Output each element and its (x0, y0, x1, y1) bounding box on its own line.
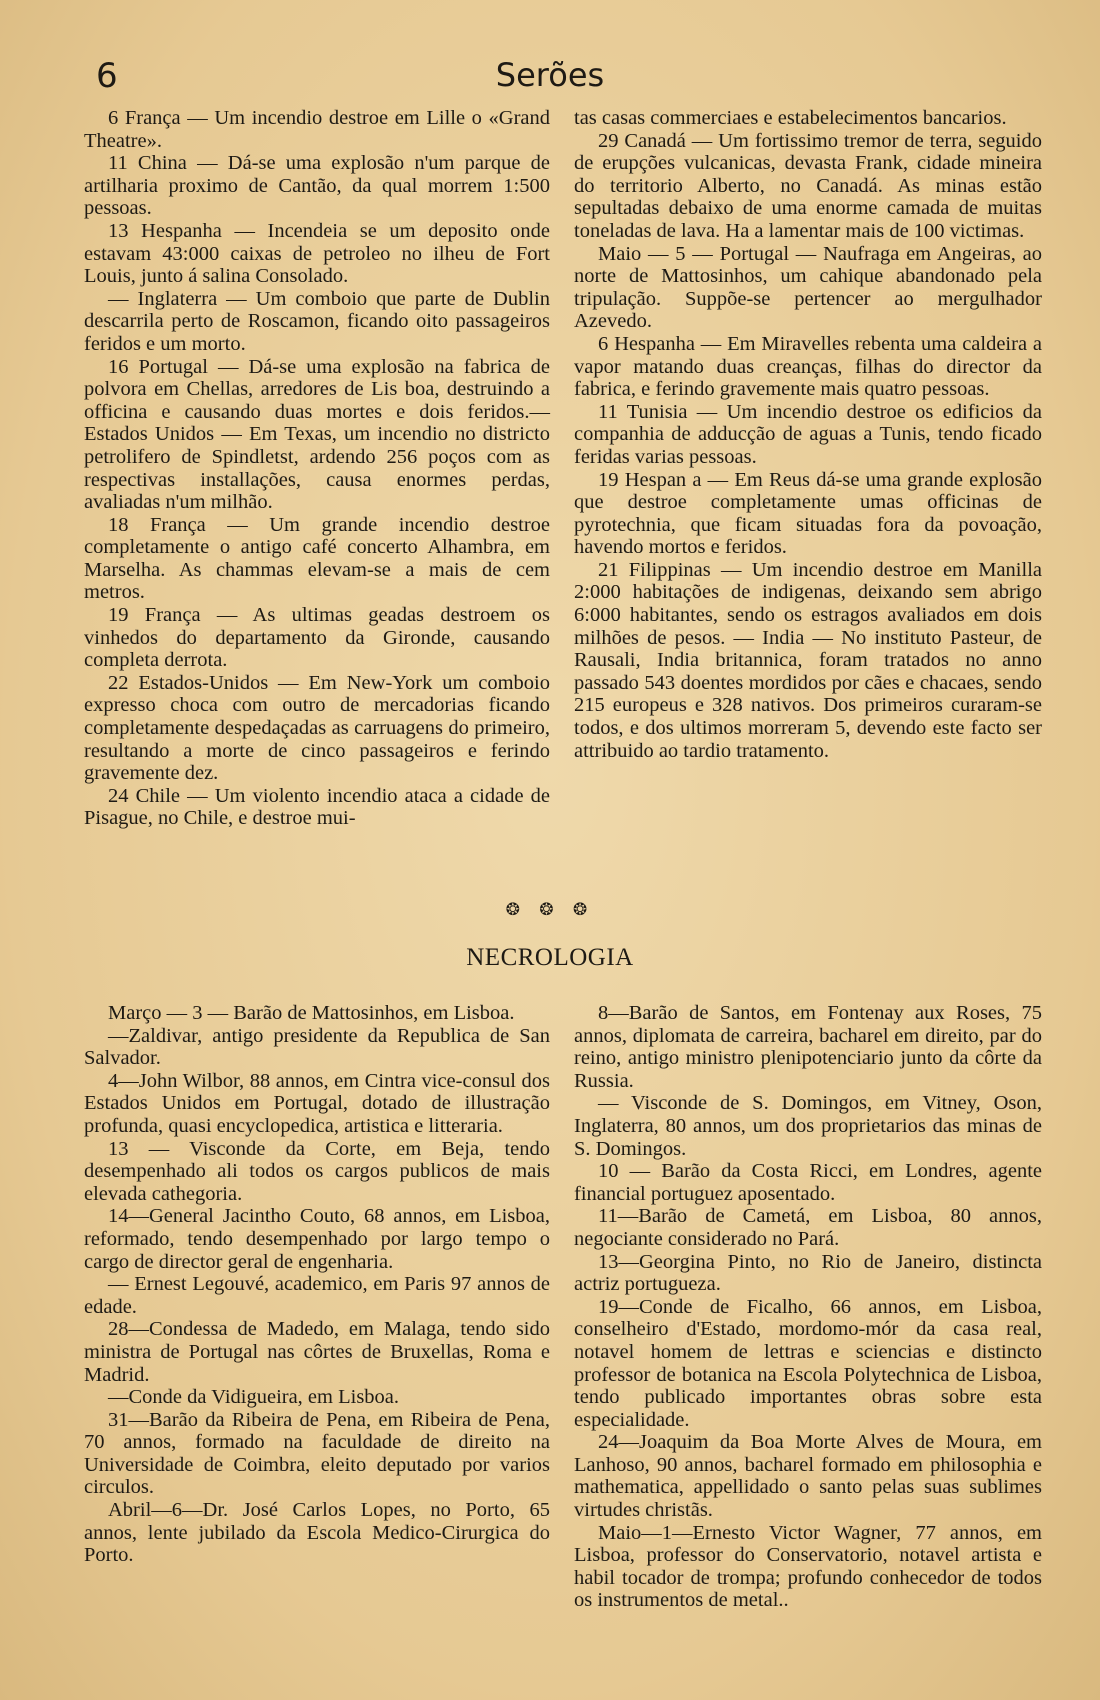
necrology-entry: 31—Barão da Ribeira de Pena, em Ribeira de Pena, 70 annos, formado na faculdade de direito na Universidade de Coimbra, eleito deputado por varios circulos. (84, 1408, 550, 1499)
necrology-entry: 19—Conde de Ficalho, 66 annos, em Lisboa, conselheiro d'Estado, mordomo-mór da casa real, notavel homem de lettras e sciencias e distincto professor de botanica na Escola Polytechnica de Lisboa, tendo publicado importantes obras sobre esta especialidade. (574, 1295, 1042, 1431)
event-entry: 24 Chile — Um violento incendio ataca a cidade de Pisague, no Chile, e destroe mui- (84, 784, 550, 830)
necrology-column-right (574, 1002, 1042, 1612)
necrology-entry: Maio—1—Ernesto Victor Wagner, 77 annos, em Lisboa, professor do Conservatorio, notavel artista e habil tocador de trompa; profundo conhecedor de todos os instrumentos de metal.. (574, 1521, 1042, 1612)
event-entry: 6 Hespanha — Em Miravelles rebenta uma caldeira a vapor matando duas creanças, filhas do director da fabrica, e ferindo gravemente mais quatro pessoas. (574, 332, 1042, 401)
page-number: 6 (96, 56, 118, 96)
event-entry: 13 Hespanha — Incendeia se um deposito onde estavam 43:000 caixas de petroleo no ilheu de Fort Louis, junto á salina Consolado. (84, 219, 550, 288)
running-title: Serões (495, 56, 605, 94)
event-entry: — Inglaterra — Um comboio que parte de Dublin descarrila perto de Roscamon, ficando oito passageiros feridos e um morto. (84, 287, 550, 355)
events-column-left (84, 107, 550, 830)
event-entry: 21 Filippinas — Um incendio destroe em Manilla 2:000 habitações de indigenas, deixando sem abrigo 6:000 habitantes, sendo os estragos avaliados em dois milhões de pesos. — India — No instituto Pasteur, de Rausali, India britannica, foram tratados no anno passado 543 doentes mordidos por cães e chacaes, sendo 215 europeus e 328 nativos. Dos primeiros curaram-se todos, e dos ultimos morreram 5, devendo este facto ser attribuido ao tardio tratamento. (574, 558, 1042, 762)
necrology-entry: 8—Barão de Santos, em Fontenay aux Roses, 75 annos, diplomata de carreira, bacharel em direito, par do reino, antigo ministro plenipotenciario junto da côrte da Russia. (574, 1002, 1042, 1092)
necrology-column-left (84, 1002, 550, 1567)
necrology-entry: 24—Joaquim da Boa Morte Alves de Moura, em Lanhoso, 90 annos, bacharel formado em philosophia e mathematica, appellidado o santo pelas suas sublimes virtudes christãs. (574, 1431, 1042, 1522)
event-entry: 22 Estados-Unidos — Em New-York um comboio expresso choca com outro de mercadorias ficando completamente despedaçadas as carruagens do primeiro, resultando a morte de cinco passageiros e ferindo gravemente dez. (84, 671, 550, 785)
section-ornament: ❂ ❂ ❂ (505, 900, 595, 920)
necrology-entry: — Visconde de S. Domingos, em Vitney, Oson, Inglaterra, 80 annos, um dos proprietarios das minas de S. Domingos. (574, 1092, 1042, 1160)
event-entry: 29 Canadá — Um fortissimo tremor de terra, seguido de erupções vulcanicas, devasta Frank, cidade mineira do territorio Alberto, no Canadá. As minas estão sepultadas debaixo de uma enorme camada de muitas toneladas de lava. Ha a lamentar mais de 100 victimas. (574, 129, 1042, 242)
event-entry: 11 Tunisia — Um incendio destroe os edificios da companhia de adducção de aguas a Tunis, tendo ficado feridas varias pessoas. (574, 400, 1042, 468)
necrology-entry: 28—Condessa de Madedo, em Malaga, tendo sido ministra de Portugal nas côrtes de Bruxellas, Roma e Madrid. (84, 1318, 550, 1386)
necrology-entry: 11—Barão de Cametá, em Lisboa, 80 annos, negociante considerado no Pará. (574, 1205, 1042, 1250)
event-entry: Maio — 5 — Portugal — Naufraga em Angeiras, ao norte de Mattosinhos, um cahique abandonado pela tripulação. Suppõe-se pertencer ao mergulhador Azevedo. (574, 242, 1042, 333)
necrology-entry: 13 — Visconde da Corte, em Beja, tendo desempenhado ali todos os cargos publicos de mais elevada cathegoria. (84, 1137, 550, 1205)
event-entry: 11 China — Dá-se uma explosão n'um parque de artilharia proximo de Cantão, da qual morrem 1:500 pessoas. (84, 152, 550, 220)
necrology-entry: 10 — Barão da Costa Ricci, em Londres, agente financial portuguez aposentado. (574, 1160, 1042, 1205)
necrology-entry: 4—John Wilbor, 88 annos, em Cintra vice-consul dos Estados Unidos em Portugal, dotado de illustração profunda, quasi encyclopedica, artistica e litteraria. (84, 1069, 550, 1137)
necrology-entry: —Conde da Vidigueira, em Lisboa. (108, 1386, 400, 1409)
event-entry: 19 França — As ultimas geadas destroem os vinhedos do departamento da Gironde, causando completa derrota. (84, 604, 550, 672)
event-entry: 19 Hespan a — Em Reus dá-se uma grande explosão que destroe completamente umas officinas de pyrotechnia, que ficam situadas fora da povoação, havendo mortos e feridos. (574, 468, 1042, 559)
events-column-right (574, 107, 1042, 762)
event-entry: 16 Portugal — Dá-se uma explosão na fabrica de polvora em Chellas, arredores de Lis boa, destruindo a officina e causando duas mortes e dois feridos.— Estados Unidos — Em Texas, um incendio no districto petrolifero de Spindletst, ardendo 256 poços com as respectivas installações, causa enormes perdas, avaliadas n'um milhão. (84, 355, 550, 514)
event-entry: tas casas commerciaes e estabelecimentos bancarios. (574, 107, 1007, 129)
necrology-entry: 14—General Jacintho Couto, 68 annos, em Lisboa, reformado, tendo desempenhado por largo tempo o cargo de director geral de engenharia. (84, 1205, 550, 1273)
necrology-entry: — Ernest Legouvé, academico, em Paris 97 annos de edade. (84, 1273, 550, 1318)
event-entry: 6 França — Um incendio destroe em Lille o «Grand Theatre». (84, 107, 550, 152)
event-entry: 18 França — Um grande incendio destroe completamente o antigo café concerto Alhambra, em Marselha. As chammas elevam-se a mais de cem metros. (84, 513, 550, 604)
necrology-entry: Abril—6—Dr. José Carlos Lopes, no Porto, 65 annos, lente jubilado da Escola Medico-Cirurgica do Porto. (84, 1499, 550, 1567)
necrology-entry: —Zaldivar, antigo presidente da Republica de San Salvador. (84, 1024, 550, 1070)
necrology-entry: 13—Georgina Pinto, no Rio de Janeiro, distincta actriz portugueza. (574, 1250, 1042, 1296)
necrology-entry: Março — 3 — Barão de Mattosinhos, em Lisboa. (108, 1002, 515, 1024)
necrologia-heading: NECROLOGIA (466, 944, 634, 971)
